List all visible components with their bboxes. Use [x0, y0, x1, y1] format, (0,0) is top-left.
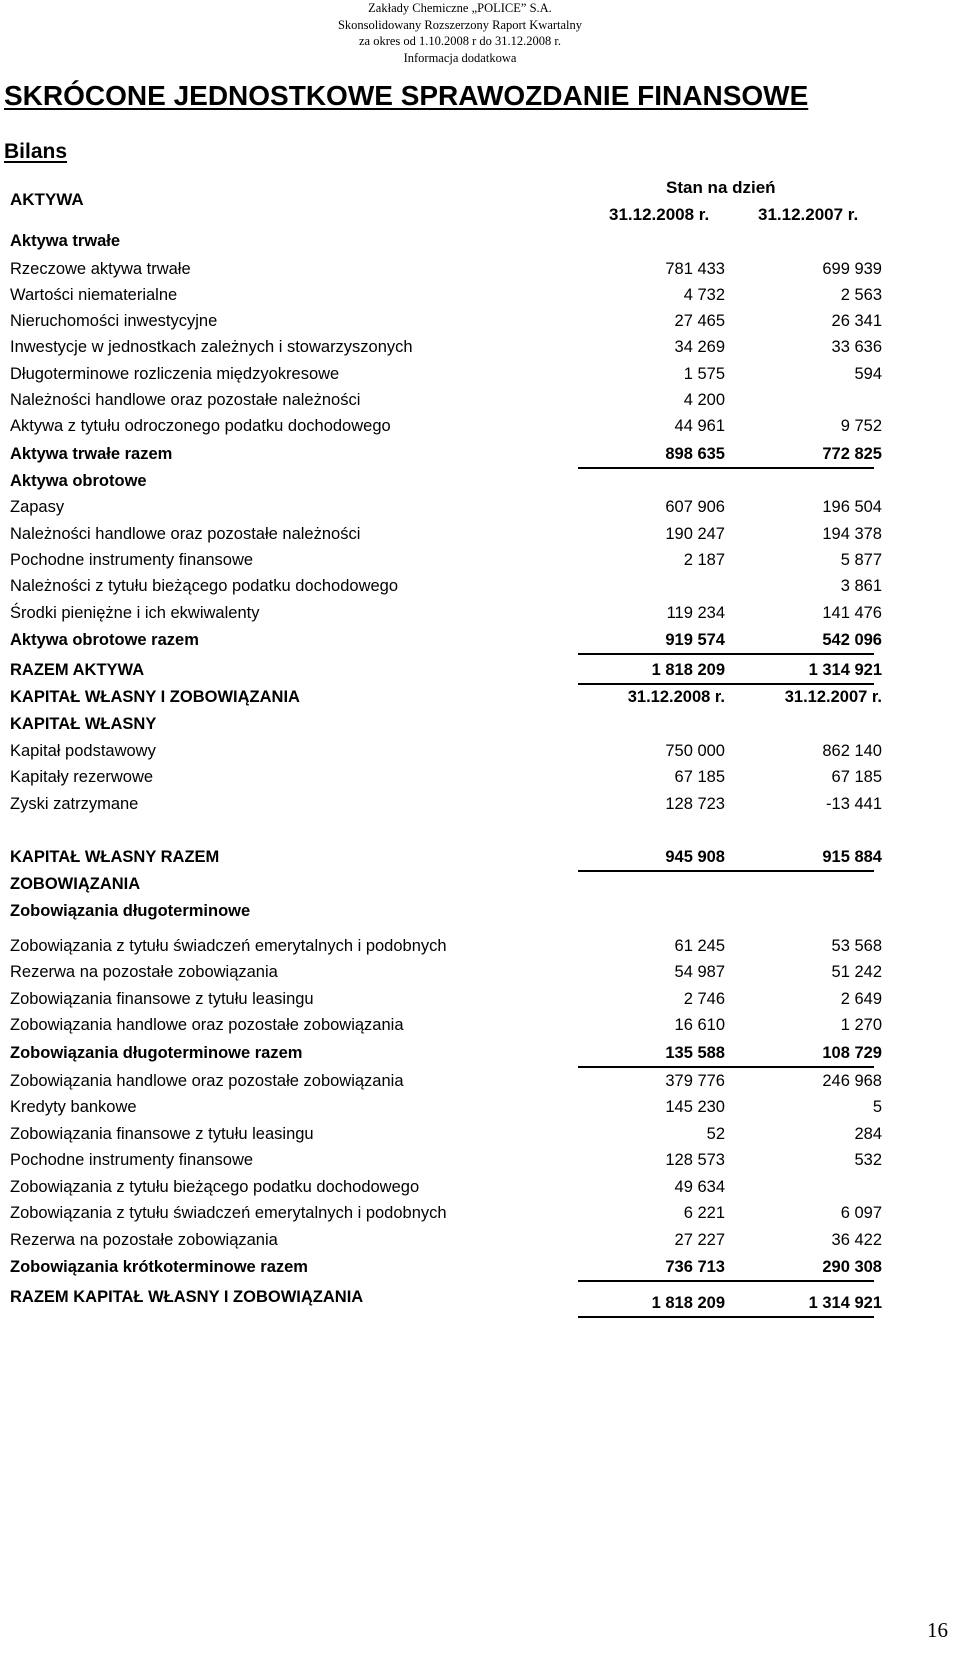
value-2008: 919 574: [665, 631, 725, 649]
value-2007: 862 140: [822, 742, 882, 760]
row-label: KAPITAŁ WŁASNY: [10, 715, 157, 733]
table-row: [0, 577, 960, 601]
total-underline: [578, 683, 874, 685]
row-label: Pochodne instrumenty finansowe: [10, 551, 254, 569]
table-row: [0, 688, 960, 712]
row-label: Rezerwa na pozostałe zobowiązania: [10, 1231, 278, 1249]
value-2008: 4 200: [683, 391, 725, 409]
total-underline: [578, 653, 874, 655]
table-row: [0, 963, 960, 987]
value-2007: -13 441: [826, 795, 882, 813]
table-row: [0, 286, 960, 310]
table-row: [0, 312, 960, 336]
value-2007: 284: [854, 1125, 882, 1143]
value-2007: 3 861: [840, 577, 882, 595]
table-row: [0, 445, 960, 469]
value-2008: 61 245: [674, 937, 725, 955]
value-2008: 54 987: [674, 963, 725, 981]
table-row: [0, 525, 960, 549]
page-header: [0, 0, 960, 66]
row-label: Należności handlowe oraz pozostałe należności: [10, 391, 361, 409]
row-label: Kapitał podstawowy: [10, 742, 156, 760]
table-row: [0, 232, 960, 256]
value-2008: 34 269: [674, 338, 725, 356]
row-label: Rezerwa na pozostałe zobowiązania: [10, 963, 278, 981]
value-2007: 108 729: [822, 1044, 882, 1062]
row-label: Długoterminowe rozliczenia międzyokresowe: [10, 365, 340, 383]
value-2007: 2 563: [840, 286, 882, 304]
header-period: za okres od 1.10.2008 r do 31.12.2008 r.: [358, 34, 562, 48]
value-2007: 53 568: [831, 937, 882, 955]
table-row: [0, 1072, 960, 1096]
value-2008: 49 634: [674, 1178, 725, 1196]
row-label: KAPITAŁ WŁASNY I ZOBOWIĄZANIA: [10, 688, 300, 706]
value-2007: 5: [872, 1098, 882, 1116]
total-underline: [578, 870, 874, 872]
total-underline: [578, 1316, 874, 1318]
assets-heading: AKTYWA: [10, 190, 84, 209]
table-row: [0, 937, 960, 961]
value-2007: 2 649: [840, 990, 882, 1008]
value-2008: 145 230: [665, 1098, 725, 1116]
value-2008: 945 908: [665, 848, 725, 866]
value-2008: 27 227: [674, 1231, 725, 1249]
value-2008: 119 234: [666, 604, 725, 622]
value-2007: 532: [854, 1151, 882, 1169]
table-row: [0, 1016, 960, 1040]
value-2008: 2 746: [683, 990, 725, 1008]
table-row: [0, 1125, 960, 1149]
row-label: Zobowiązania finansowe z tytułu leasingu: [10, 1125, 314, 1143]
value-2007: 699 939: [822, 260, 882, 278]
table-row: [0, 631, 960, 655]
table-row: [0, 1044, 960, 1068]
value-2007: 26 341: [831, 312, 882, 330]
row-label: Rzeczowe aktywa trwałe: [10, 260, 191, 278]
value-2008: 1 575: [683, 365, 725, 383]
header-section: Informacja dodatkowa: [403, 50, 517, 65]
column-header-2007: 31.12.2007 r.: [758, 205, 859, 224]
row-label: Pochodne instrumenty finansowe: [10, 1151, 254, 1169]
value-2008: 128 723: [665, 795, 725, 813]
value-2007: 6 097: [840, 1204, 882, 1222]
total-underline: [578, 1066, 874, 1068]
section-title: Bilans: [4, 140, 68, 163]
row-label: ZOBOWIĄZANIA: [10, 875, 141, 893]
value-2008: 135 588: [665, 1044, 725, 1062]
row-label: Zyski zatrzymane: [10, 795, 139, 813]
row-label: Zobowiązania z tytułu świadczeń emerytalnych i podobnych: [10, 937, 447, 955]
row-label: Zobowiązania długoterminowe: [10, 902, 251, 920]
row-label: Należności handlowe oraz pozostałe należności: [10, 525, 361, 543]
table-row: [0, 1231, 960, 1255]
table-row: [0, 661, 960, 685]
row-label: Zobowiązania finansowe z tytułu leasingu: [10, 990, 314, 1008]
row-label: RAZEM AKTYWA: [10, 661, 145, 679]
row-label: Aktywa obrotowe razem: [10, 631, 199, 649]
row-label: Zapasy: [10, 498, 65, 516]
table-row: [0, 1258, 960, 1282]
value-2008: 4 732: [683, 286, 725, 304]
value-2007: 51 242: [831, 963, 882, 981]
value-2007: 290 308: [822, 1258, 882, 1276]
row-label: Aktywa obrotowe: [10, 472, 147, 490]
value-2008: 31.12.2008 r.: [627, 688, 725, 706]
value-2007: 1 270: [840, 1016, 882, 1034]
value-2007: 33 636: [831, 338, 882, 356]
table-row: [0, 768, 960, 792]
table-row: [0, 715, 960, 739]
row-label: Kredyty bankowe: [10, 1098, 137, 1116]
row-label: KAPITAŁ WŁASNY RAZEM: [10, 848, 220, 866]
value-2007: 9 752: [840, 417, 882, 435]
table-row: [0, 604, 960, 628]
total-underline: [578, 467, 874, 469]
table-row: [0, 365, 960, 389]
row-label: Zobowiązania krótkoterminowe razem: [10, 1258, 308, 1276]
table-row: [0, 498, 960, 522]
table-row: [0, 417, 960, 441]
value-2008: 128 573: [665, 1151, 725, 1169]
value-2007: 594: [854, 365, 882, 383]
value-2007: 141 476: [822, 604, 882, 622]
row-label: Zobowiązania z tytułu świadczeń emerytalnych i podobnych: [10, 1204, 447, 1222]
table-row: [0, 795, 960, 819]
table-row: [0, 990, 960, 1014]
value-2007: 1 314 921: [808, 1294, 882, 1312]
value-2007: 915 884: [822, 848, 882, 866]
row-label: Aktywa z tytułu odroczonego podatku dochodowego: [10, 417, 391, 435]
value-2007: 542 096: [822, 631, 882, 649]
value-2007: 67 185: [831, 768, 882, 786]
value-2008: 67 185: [674, 768, 725, 786]
value-2008: 607 906: [665, 498, 725, 516]
table-row: [0, 1098, 960, 1122]
value-2008: 1 818 209: [651, 1294, 725, 1312]
row-label: Należności z tytułu bieżącego podatku dochodowego: [10, 577, 399, 595]
header-company: Zakłady Chemiczne „POLICE” S.A.: [368, 1, 552, 15]
table-row: [0, 338, 960, 362]
value-2008: 6 221: [683, 1204, 725, 1222]
value-2008: 736 713: [665, 1258, 725, 1276]
value-2008: 750 000: [665, 742, 725, 760]
table-row: [0, 1288, 960, 1312]
row-label: Inwestycje w jednostkach zależnych i stowarzyszonych: [10, 338, 413, 356]
row-label: Nieruchomości inwestycyjne: [10, 312, 218, 330]
row-label: Środki pieniężne i ich ekwiwalenty: [10, 604, 260, 622]
table-row: [0, 1178, 960, 1202]
value-2007: 31.12.2007 r.: [784, 688, 882, 706]
value-2007: 246 968: [822, 1072, 882, 1090]
column-header-2008: 31.12.2008 r.: [609, 205, 710, 224]
table-row: [0, 902, 960, 926]
value-2008: 781 433: [665, 260, 725, 278]
row-label: Kapitały rezerwowe: [10, 768, 154, 786]
value-2008: 16 610: [674, 1016, 725, 1034]
value-2007: 1 314 921: [808, 661, 882, 679]
row-label: Aktywa trwałe razem: [10, 445, 173, 463]
value-2007: 36 422: [831, 1231, 882, 1249]
table-row: [0, 551, 960, 575]
value-2008: 44 961: [674, 417, 725, 435]
value-2008: 1 818 209: [651, 661, 725, 679]
value-2007: 5 877: [840, 551, 882, 569]
table-row: [0, 260, 960, 284]
table-row: [0, 391, 960, 415]
row-label: Zobowiązania handlowe oraz pozostałe zobowiązania: [10, 1016, 404, 1034]
value-2008: 27 465: [674, 312, 725, 330]
table-row: [0, 848, 960, 872]
row-label: Zobowiązania długoterminowe razem: [10, 1044, 303, 1062]
table-row: [0, 875, 960, 899]
value-2007: 194 378: [822, 525, 882, 543]
row-label: Aktywa trwałe: [10, 232, 121, 250]
total-underline: [578, 1280, 874, 1282]
value-2008: 898 635: [665, 445, 725, 463]
table-row: [0, 742, 960, 766]
table-row: [0, 472, 960, 496]
table-row: [0, 1204, 960, 1228]
row-label: RAZEM KAPITAŁ WŁASNY I ZOBOWIĄZANIA: [10, 1288, 364, 1306]
value-2008: 379 776: [665, 1072, 725, 1090]
value-2007: 772 825: [822, 445, 882, 463]
row-label: Zobowiązania z tytułu bieżącego podatku dochodowego: [10, 1178, 420, 1196]
value-2008: 2 187: [683, 551, 725, 569]
stan-label: Stan na dzień: [666, 178, 776, 197]
row-label: Zobowiązania handlowe oraz pozostałe zobowiązania: [10, 1072, 404, 1090]
page-title: SKRÓCONE JEDNOSTKOWE SPRAWOZDANIE FINANSOWE: [4, 80, 809, 111]
value-2007: 196 504: [822, 498, 882, 516]
table-row: [0, 1151, 960, 1175]
value-2008: 52: [706, 1125, 725, 1143]
value-2008: 190 247: [665, 525, 725, 543]
header-report: Skonsolidowany Rozszerzony Raport Kwartalny: [337, 17, 583, 32]
row-label: Wartości niematerialne: [10, 286, 178, 304]
page-number: 16: [927, 1618, 948, 1642]
